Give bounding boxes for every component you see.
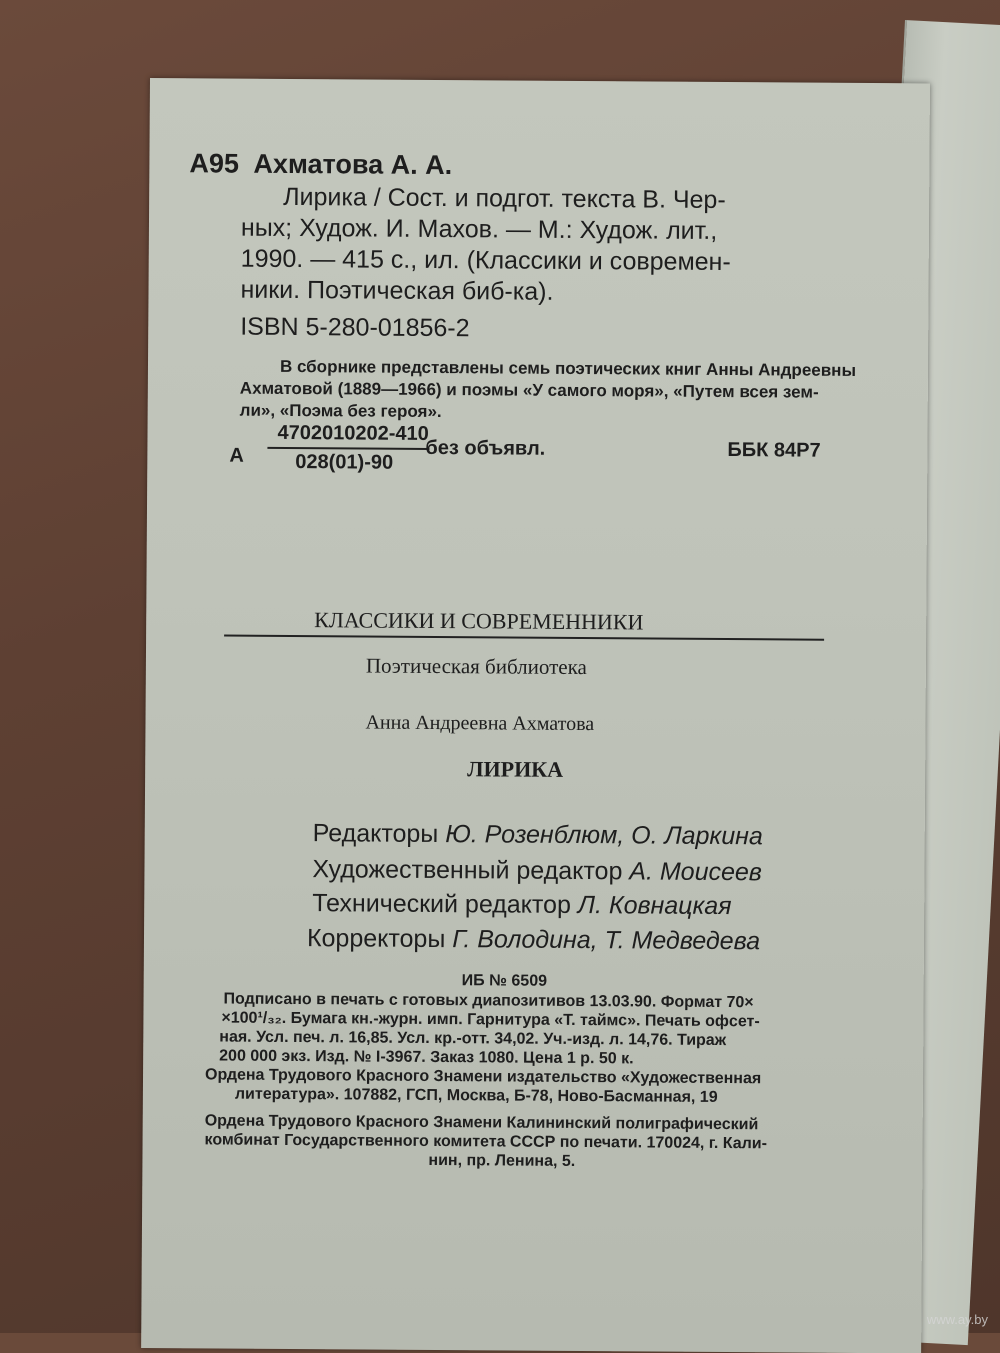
- book-author-full: Анна Андреевна Ахматова: [365, 711, 595, 736]
- catalog-desc-line: Лирика / Сост. и подгот. текста В. Чер-: [283, 182, 726, 215]
- watermark: www.ay.by: [926, 1312, 988, 1327]
- code-letter: А: [229, 444, 244, 467]
- credit-line: Редакторы Ю. Розенблюм, О. Ларкина: [312, 819, 763, 851]
- credit-line: Технический редактор Л. Ковнацкая: [312, 889, 732, 921]
- book-page: [141, 78, 930, 1353]
- catalog-author: Ахматова А. А.: [253, 148, 453, 181]
- imprint-line: Ордена Трудового Красного Знамени издательство «Художественная: [204, 1066, 762, 1088]
- series-title: КЛАССИКИ И СОВРЕМЕННИКИ: [314, 607, 644, 635]
- catalog-index: А95: [189, 148, 240, 179]
- credit-line: Корректоры Г. Володина, Т. Медведева: [306, 924, 761, 956]
- series-subtitle: Поэтическая библиотека: [365, 653, 587, 680]
- imprint-line: 200 000 экз. Изд. № I-3967. Заказ 1080. Цена 1 р. 50 к.: [219, 1047, 634, 1068]
- catalog-desc-line: ники. Поэтическая биб-ка).: [240, 275, 554, 306]
- code-fraction-rule: [267, 447, 429, 450]
- abstract-line: В сборнике представлены семь поэтических книг Анны Андреевны: [279, 356, 857, 380]
- catalog-desc-line: 1990. — 415 с., ил. (Классики и современ-: [240, 244, 731, 277]
- series-rule: [224, 635, 824, 641]
- ib-number: ИБ № 6509: [461, 972, 548, 990]
- isbn: ISBN 5-280-01856-2: [240, 312, 470, 343]
- imprint-line: Подписано в печать с готовых диапозитивов 13.03.90. Формат 70×: [223, 990, 754, 1012]
- code-bottom: 028(01)-90: [295, 451, 394, 474]
- bbk-code: ББК 84Р7: [727, 439, 821, 462]
- code-top: 4702010202-410: [277, 421, 429, 445]
- printer-line: комбинат Государственного комитета СССР по печати. 170024, г. Кали-: [204, 1131, 768, 1153]
- printer-line: Ордена Трудового Красного Знамени Калининский полиграфический: [204, 1112, 759, 1134]
- book-title: ЛИРИКА: [467, 756, 564, 782]
- printer-line: нин, пр. Ленина, 5.: [428, 1151, 576, 1170]
- imprint-line: ная. Усл. печ. л. 16,85. Усл. кр.-отт. 34,02. Уч.-изд. л. 14,76. Тираж: [219, 1028, 727, 1050]
- abstract-line: Ахматовой (1889—1966) и поэмы «У самого моря», «Путем всея зем-: [239, 378, 819, 402]
- catalog-desc-line: ных; Худож. И. Махов. — М.: Худож. лит.,: [240, 213, 718, 245]
- credit-line: Художественный редактор А. Моисеев: [312, 855, 763, 887]
- imprint-line: ×100¹/₃₂. Бумага кн.-журн. имп. Гарнитура «Т. таймс». Печать офсет-: [221, 1009, 760, 1031]
- abstract-line: ли», «Поэма без героя».: [239, 400, 442, 422]
- price-note: без объявл.: [425, 436, 546, 460]
- imprint-line: литература». 107882, ГСП, Москва, Б-78, Ново-Басманная, 19: [234, 1085, 718, 1106]
